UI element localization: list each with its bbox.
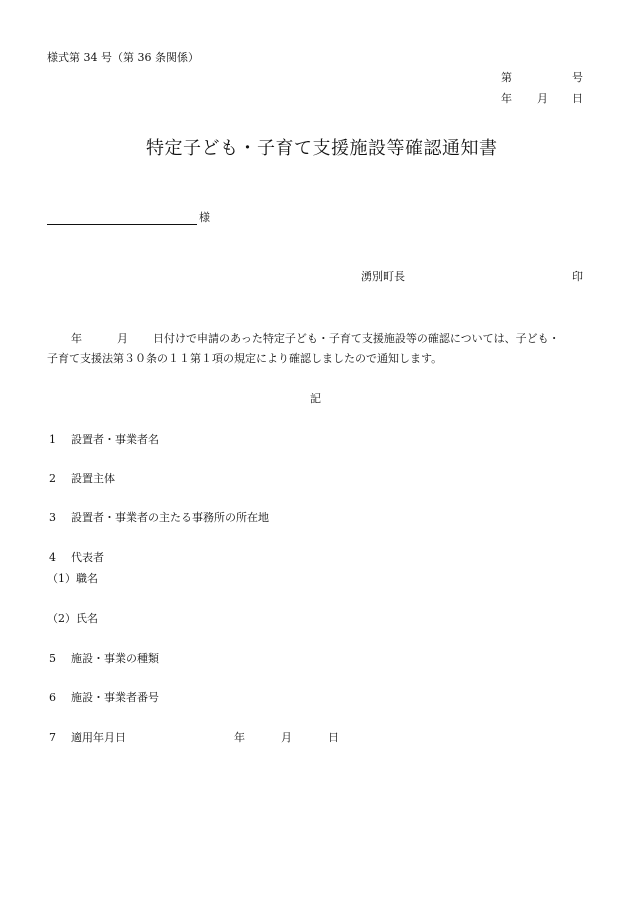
item-sub-label-name: （2）氏名 [47, 612, 98, 625]
item-label-effective-date: 適用年月日 [71, 731, 126, 744]
item-number: 7 [49, 731, 56, 744]
issue-date-month: 月 [537, 92, 548, 105]
effective-date-day: 日 [328, 731, 339, 744]
issue-date-day: 日 [572, 92, 583, 105]
item-label-establisher-name: 設置者・事業者名 [71, 433, 159, 446]
form-number: 様式第 34 号（第 36 条関係） [47, 51, 199, 64]
item-number: 6 [49, 691, 56, 704]
effective-date-month: 月 [281, 731, 292, 744]
body-year: 年 [71, 332, 82, 345]
item-number: 4 [49, 551, 56, 564]
document-title: 特定子ども・子育て支援施設等確認通知書 [146, 138, 498, 159]
issuer-name: 湧別町長 [361, 270, 405, 283]
item-number: 1 [49, 433, 56, 446]
item-number: 5 [49, 652, 56, 665]
body-line-1: 日付けで申請のあった特定子ども・子育て支援施設等の確認については、子ども・ [153, 332, 560, 345]
addressee-line [47, 224, 197, 225]
effective-date-year: 年 [234, 731, 245, 744]
item-label-representative: 代表者 [71, 551, 104, 564]
ki-heading: 記 [310, 392, 321, 405]
item-label-establishing-entity: 設置主体 [71, 472, 115, 485]
item-number: 3 [49, 511, 56, 524]
doc-number-go: 号 [572, 71, 583, 84]
item-sub-label-position: （1）職名 [47, 572, 98, 585]
body-month: 月 [117, 332, 128, 345]
doc-number-dai: 第 [501, 71, 512, 84]
issue-date-year: 年 [501, 92, 512, 105]
item-label-facility-number: 施設・事業者番号 [71, 691, 159, 704]
item-number: 2 [49, 472, 56, 485]
addressee-suffix: 様 [199, 211, 210, 224]
item-label-facility-type: 施設・事業の種類 [71, 652, 159, 665]
body-line-2: 子育て支援法第３０条の１１第１項の規定により確認しましたので通知します。 [47, 352, 443, 365]
item-label-office-address: 設置者・事業者の主たる事務所の所在地 [71, 511, 269, 524]
seal-mark: 印 [572, 270, 583, 283]
